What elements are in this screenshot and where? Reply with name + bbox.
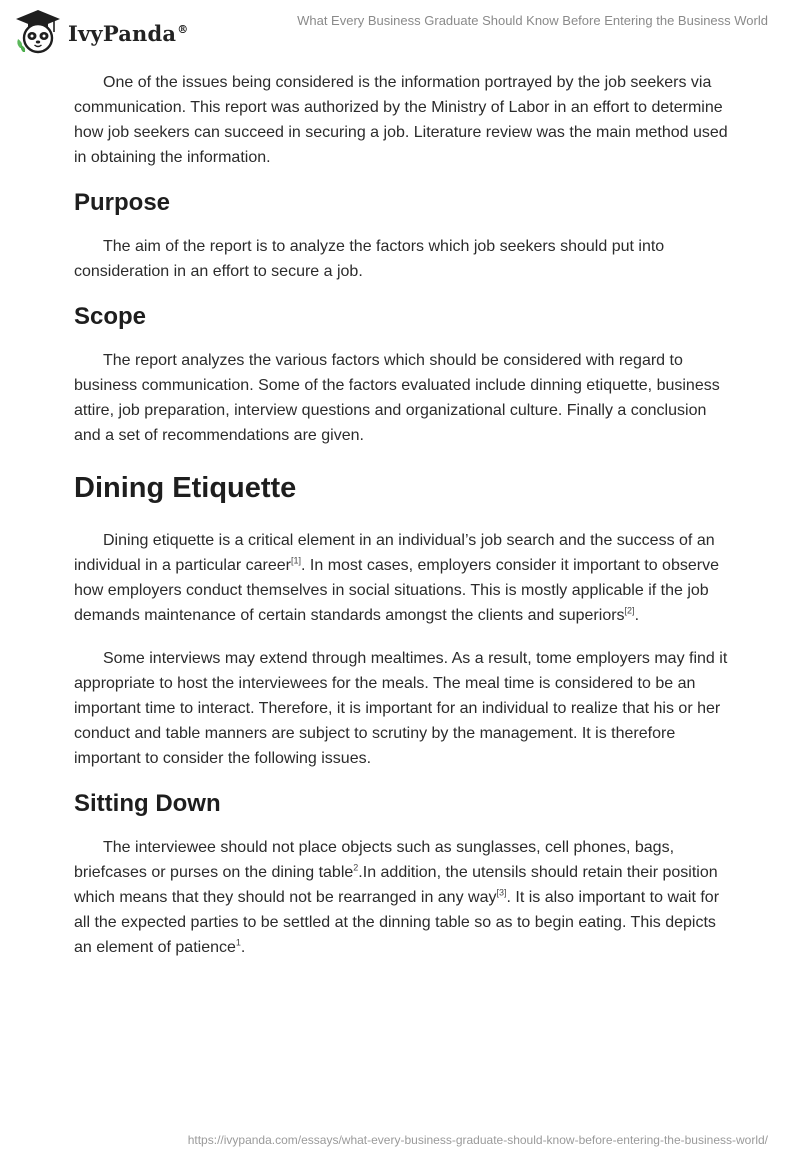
page-header [0, 0, 800, 60]
dining-etiquette-heading: Dining Etiquette [74, 472, 297, 504]
purpose-heading: Purpose [74, 189, 171, 216]
scope-heading: Scope [74, 303, 147, 330]
footnote-ref-3[interactable]: [3] [496, 887, 507, 898]
sitting-paragraph [74, 835, 734, 960]
purpose-paragraph: The aim of the report is to analyze the factors which job seekers should put into consideration in an effort to secure a job. [74, 238, 665, 280]
sitting-text-2: .In addition, the utensils should retain their position which means that they should not be rearranged in any way [74, 864, 718, 906]
footnote-ref-sitting-2: 1 [235, 937, 241, 948]
registered-mark: ® [177, 22, 189, 36]
dining-p1-text-1: Dining etiquette is a critical element in an individual’s job search and the success of an individual in a particular career [74, 532, 715, 574]
ivypanda-logo[interactable] [14, 8, 188, 56]
source-url[interactable]: https://ivypanda.com/essays/what-every-business-graduate-should-know-before-entering-the-business-world/ [187, 1133, 768, 1147]
sitting-down-heading: Sitting Down [74, 790, 221, 817]
sitting-text-3: . It is also important to wait for all the expected parties to be settled at the dinning table so as to begin eating. This depicts an element of patience [74, 889, 720, 956]
dining-p1-text-2: . In most cases, employers consider it important to observe how employers conduct themselves in social situations. This is mostly applicable if the job demands maintenance of certain standards amongst the clients and superiors [74, 557, 719, 624]
footnote-ref-sitting-1: 2 [353, 862, 359, 873]
document-title: What Every Business Graduate Should Know Before Entering the Business World [297, 13, 768, 28]
panda-graduate-icon [14, 8, 62, 56]
sitting-text-1: The interviewee should not place objects such as sunglasses, cell phones, bags, briefcases or purses on the dining table [74, 839, 675, 881]
footnote-ref-1[interactable]: [1] [291, 555, 302, 566]
intro-paragraph: One of the issues being considered is the information portrayed by the job seekers via communication. This report was authorized by the Ministry of Labor in an effort to determine how job seekers can succeed in securing a job. Literature review was the main method used in obtaining the information. [74, 74, 728, 166]
sitting-text-4: . [240, 939, 246, 956]
document-body [74, 70, 734, 978]
logo-text: IvyPanda® [68, 20, 189, 46]
dining-paragraph-1 [74, 528, 734, 628]
scope-paragraph: The report analyzes the various factors which should be considered with regard to business communication. Some of the factors evaluated include dinning etiquette, business attire, job preparation, interview questions and organizational culture. Finally a conclusion and a set of recommendations are given. [74, 352, 720, 444]
dining-p1-text-3: . [634, 607, 640, 624]
dining-paragraph-2: Some interviews may extend through mealtimes. As a result, tome employers may find it appropriate to host the interviewees for the meals. The meal time is considered to be an important time to interact. Therefore, it is important for an individual to realize that his or her conduct and table manners are subject to scrutiny by the management. It is therefore important to consider the following issues. [74, 650, 728, 767]
footnote-ref-2[interactable]: [2] [624, 605, 635, 616]
